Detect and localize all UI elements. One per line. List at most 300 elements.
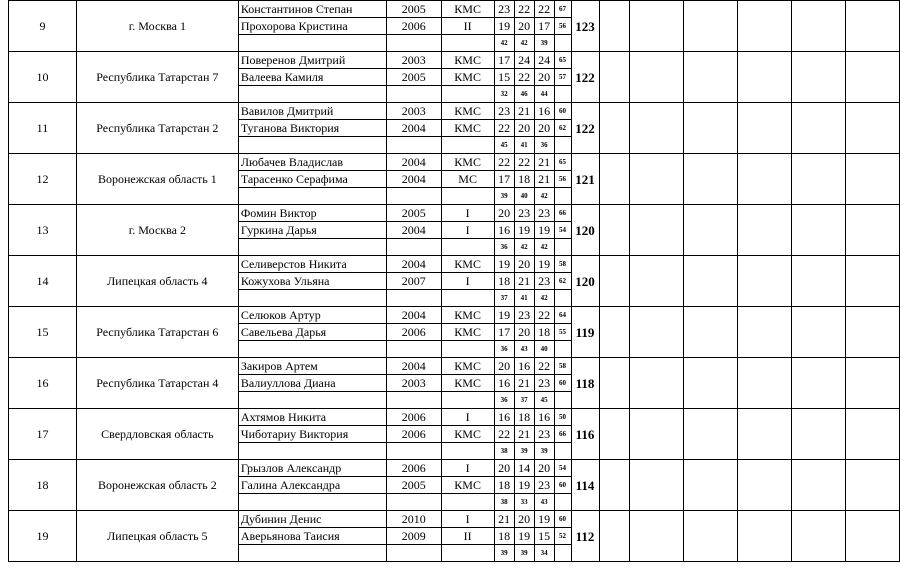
empty-cell: [386, 137, 441, 154]
place-cell: 14: [9, 256, 77, 307]
empty-cell: [238, 392, 386, 409]
athlete-sum: 60: [554, 477, 571, 494]
empty-cell: [386, 35, 441, 52]
empty-cell: [386, 86, 441, 103]
empty-column-cell: [684, 205, 738, 256]
sport-rank: КМС: [441, 324, 494, 341]
score-cell: 20: [534, 120, 554, 137]
place-cell: 9: [9, 1, 77, 52]
athlete-sum: 52: [554, 528, 571, 545]
empty-column-cell: [630, 511, 684, 562]
subtotal-cell: 42: [534, 239, 554, 256]
athlete-row: [9, 358, 900, 375]
score-cell: 19: [534, 256, 554, 273]
empty-cell: [554, 137, 571, 154]
birth-year: 2003: [386, 52, 441, 69]
empty-cell: [441, 290, 494, 307]
athlete-name: Селиверстов Никита: [238, 256, 386, 273]
results-table: [8, 0, 900, 562]
empty-column-cell: [599, 205, 630, 256]
empty-column-cell: [630, 307, 684, 358]
athlete-name: Чиботариу Виктория: [238, 426, 386, 443]
empty-cell: [386, 290, 441, 307]
sport-rank: КМС: [441, 477, 494, 494]
score-cell: 22: [534, 358, 554, 375]
athlete-name: Дубинин Денис: [238, 511, 386, 528]
empty-column-cell: [792, 103, 846, 154]
score-cell: 22: [514, 154, 534, 171]
score-cell: 20: [514, 256, 534, 273]
empty-column-cell: [792, 511, 846, 562]
score-cell: 21: [514, 273, 534, 290]
score-cell: 19: [494, 18, 514, 35]
empty-column-cell: [846, 52, 900, 103]
empty-cell: [441, 188, 494, 205]
empty-cell: [441, 443, 494, 460]
score-cell: 22: [534, 307, 554, 324]
birth-year: 2006: [386, 18, 441, 35]
athlete-name: Поверенов Дмитрий: [238, 52, 386, 69]
score-cell: 20: [534, 69, 554, 86]
place-cell: 18: [9, 460, 77, 511]
empty-column-cell: [792, 205, 846, 256]
score-cell: 21: [494, 511, 514, 528]
score-cell: 17: [494, 171, 514, 188]
score-cell: 21: [514, 426, 534, 443]
empty-column-cell: [846, 307, 900, 358]
birth-year: 2005: [386, 69, 441, 86]
score-cell: 24: [534, 52, 554, 69]
empty-cell: [386, 545, 441, 562]
empty-cell: [554, 86, 571, 103]
athlete-sum: 56: [554, 171, 571, 188]
score-cell: 18: [534, 324, 554, 341]
score-cell: 23: [514, 307, 534, 324]
sport-rank: КМС: [441, 426, 494, 443]
empty-column-cell: [846, 409, 900, 460]
empty-cell: [441, 341, 494, 358]
birth-year: 2005: [386, 1, 441, 18]
birth-year: 2003: [386, 375, 441, 392]
athlete-row: [9, 1, 900, 18]
empty-column-cell: [599, 307, 630, 358]
athlete-row: [9, 460, 900, 477]
athlete-name: Гуркина Дарья: [238, 222, 386, 239]
sport-rank: КМС: [441, 375, 494, 392]
athlete-name: Галина Александра: [238, 477, 386, 494]
score-cell: 20: [494, 460, 514, 477]
empty-column-cell: [792, 52, 846, 103]
birth-year: 2006: [386, 460, 441, 477]
sport-rank: КМС: [441, 307, 494, 324]
subtotal-cell: 42: [514, 239, 534, 256]
empty-column-cell: [630, 256, 684, 307]
empty-column-cell: [738, 256, 792, 307]
subtotal-cell: 39: [494, 188, 514, 205]
athlete-name: Фомин Виктор: [238, 205, 386, 222]
empty-cell: [554, 494, 571, 511]
athlete-sum: 65: [554, 154, 571, 171]
score-cell: 17: [534, 18, 554, 35]
sport-rank: I: [441, 222, 494, 239]
birth-year: 2010: [386, 511, 441, 528]
place-cell: 11: [9, 103, 77, 154]
sport-rank: I: [441, 205, 494, 222]
empty-column-cell: [684, 409, 738, 460]
subtotal-cell: 39: [534, 443, 554, 460]
empty-column-cell: [792, 1, 846, 52]
place-cell: 13: [9, 205, 77, 256]
empty-cell: [554, 443, 571, 460]
empty-cell: [238, 443, 386, 460]
birth-year: 2009: [386, 528, 441, 545]
empty-cell: [386, 494, 441, 511]
score-cell: 14: [514, 460, 534, 477]
score-cell: 20: [534, 460, 554, 477]
athlete-sum: 54: [554, 222, 571, 239]
score-cell: 22: [534, 1, 554, 18]
score-cell: 18: [514, 171, 534, 188]
score-cell: 15: [494, 69, 514, 86]
score-cell: 24: [514, 52, 534, 69]
sport-rank: КМС: [441, 1, 494, 18]
score-cell: 15: [534, 528, 554, 545]
birth-year: 2004: [386, 171, 441, 188]
empty-column-cell: [738, 52, 792, 103]
empty-column-cell: [738, 358, 792, 409]
birth-year: 2006: [386, 324, 441, 341]
score-cell: 18: [494, 273, 514, 290]
empty-column-cell: [599, 154, 630, 205]
subtotal-cell: 43: [534, 494, 554, 511]
subtotal-cell: 32: [494, 86, 514, 103]
empty-column-cell: [599, 1, 630, 52]
empty-column-cell: [792, 409, 846, 460]
score-cell: 17: [494, 324, 514, 341]
place-cell: 15: [9, 307, 77, 358]
place-cell: 19: [9, 511, 77, 562]
subtotal-cell: 40: [534, 341, 554, 358]
athlete-name: Тарасенко Серафима: [238, 171, 386, 188]
birth-year: 2004: [386, 256, 441, 273]
subtotal-cell: 42: [514, 35, 534, 52]
subtotal-cell: 36: [534, 137, 554, 154]
score-cell: 22: [494, 154, 514, 171]
athlete-sum: 57: [554, 69, 571, 86]
score-cell: 23: [514, 205, 534, 222]
place-cell: 10: [9, 52, 77, 103]
athlete-row: [9, 205, 900, 222]
subtotal-cell: 43: [514, 341, 534, 358]
empty-column-cell: [599, 103, 630, 154]
empty-cell: [238, 137, 386, 154]
empty-cell: [441, 86, 494, 103]
sport-rank: I: [441, 273, 494, 290]
subtotal-cell: 39: [494, 545, 514, 562]
empty-cell: [386, 188, 441, 205]
score-cell: 19: [534, 222, 554, 239]
empty-column-cell: [630, 154, 684, 205]
empty-column-cell: [630, 409, 684, 460]
empty-column-cell: [684, 256, 738, 307]
empty-column-cell: [684, 511, 738, 562]
empty-column-cell: [792, 256, 846, 307]
score-cell: 23: [534, 205, 554, 222]
athlete-name: Ахтямов Никита: [238, 409, 386, 426]
birth-year: 2004: [386, 120, 441, 137]
empty-cell: [554, 239, 571, 256]
birth-year: 2004: [386, 307, 441, 324]
subtotal-cell: 44: [534, 86, 554, 103]
athlete-sum: 58: [554, 358, 571, 375]
score-cell: 17: [494, 52, 514, 69]
score-cell: 20: [494, 205, 514, 222]
empty-column-cell: [846, 103, 900, 154]
empty-column-cell: [684, 307, 738, 358]
sport-rank: II: [441, 528, 494, 545]
empty-cell: [554, 290, 571, 307]
subtotal-cell: 41: [514, 290, 534, 307]
athlete-name: Константинов Степан: [238, 1, 386, 18]
score-cell: 21: [534, 154, 554, 171]
team-cell: г. Москва 1: [76, 1, 238, 52]
subtotal-cell: 40: [514, 188, 534, 205]
team-cell: Республика Татарстан 2: [76, 103, 238, 154]
empty-cell: [441, 545, 494, 562]
empty-cell: [386, 443, 441, 460]
athlete-sum: 60: [554, 103, 571, 120]
empty-cell: [554, 392, 571, 409]
empty-column-cell: [630, 1, 684, 52]
empty-column-cell: [599, 511, 630, 562]
subtotal-cell: 39: [514, 443, 534, 460]
athlete-row: [9, 511, 900, 528]
score-cell: 20: [514, 324, 534, 341]
empty-cell: [441, 494, 494, 511]
score-cell: 20: [494, 358, 514, 375]
sport-rank: КМС: [441, 120, 494, 137]
empty-column-cell: [738, 307, 792, 358]
sport-rank: I: [441, 409, 494, 426]
team-total: 122: [571, 103, 599, 154]
empty-column-cell: [630, 358, 684, 409]
score-cell: 18: [494, 477, 514, 494]
athlete-name: Валеева Камиля: [238, 69, 386, 86]
empty-cell: [554, 35, 571, 52]
sport-rank: МС: [441, 171, 494, 188]
subtotal-cell: 45: [494, 137, 514, 154]
subtotal-cell: 39: [534, 35, 554, 52]
birth-year: 2003: [386, 103, 441, 120]
subtotal-cell: 37: [514, 392, 534, 409]
athlete-name: Туганова Виктория: [238, 120, 386, 137]
sport-rank: I: [441, 460, 494, 477]
empty-column-cell: [846, 511, 900, 562]
empty-cell: [238, 239, 386, 256]
score-cell: 18: [514, 409, 534, 426]
score-cell: 19: [514, 477, 534, 494]
empty-column-cell: [846, 256, 900, 307]
score-cell: 23: [494, 1, 514, 18]
team-cell: г. Москва 2: [76, 205, 238, 256]
score-cell: 19: [494, 256, 514, 273]
score-cell: 23: [534, 477, 554, 494]
sport-rank: КМС: [441, 256, 494, 273]
score-cell: 19: [494, 307, 514, 324]
sport-rank: КМС: [441, 358, 494, 375]
subtotal-cell: 33: [514, 494, 534, 511]
athlete-name: Селюков Артур: [238, 307, 386, 324]
empty-cell: [441, 239, 494, 256]
score-cell: 16: [494, 375, 514, 392]
empty-column-cell: [630, 460, 684, 511]
empty-column-cell: [738, 103, 792, 154]
athlete-sum: 66: [554, 426, 571, 443]
score-cell: 20: [514, 511, 534, 528]
place-cell: 16: [9, 358, 77, 409]
empty-column-cell: [599, 256, 630, 307]
athlete-sum: 67: [554, 1, 571, 18]
empty-column-cell: [846, 1, 900, 52]
score-cell: 16: [494, 222, 514, 239]
team-total: 119: [571, 307, 599, 358]
athlete-name: Аверьянова Таисия: [238, 528, 386, 545]
athlete-sum: 62: [554, 120, 571, 137]
team-total: 122: [571, 52, 599, 103]
score-cell: 16: [494, 409, 514, 426]
score-cell: 22: [514, 1, 534, 18]
team-total: 112: [571, 511, 599, 562]
empty-cell: [238, 290, 386, 307]
empty-column-cell: [846, 460, 900, 511]
athlete-row: [9, 409, 900, 426]
place-cell: 17: [9, 409, 77, 460]
empty-column-cell: [684, 52, 738, 103]
sport-rank: КМС: [441, 103, 494, 120]
team-total: 118: [571, 358, 599, 409]
subtotal-cell: 41: [514, 137, 534, 154]
empty-cell: [386, 392, 441, 409]
empty-column-cell: [684, 460, 738, 511]
empty-cell: [441, 35, 494, 52]
birth-year: 2004: [386, 222, 441, 239]
empty-column-cell: [738, 409, 792, 460]
subtotal-cell: 38: [494, 443, 514, 460]
subtotal-cell: 42: [534, 290, 554, 307]
team-total: 121: [571, 154, 599, 205]
athlete-name: Савельева Дарья: [238, 324, 386, 341]
team-total: 114: [571, 460, 599, 511]
empty-column-cell: [684, 103, 738, 154]
empty-column-cell: [846, 205, 900, 256]
birth-year: 2004: [386, 154, 441, 171]
empty-cell: [554, 341, 571, 358]
score-cell: 21: [514, 375, 534, 392]
birth-year: 2006: [386, 409, 441, 426]
empty-column-cell: [792, 307, 846, 358]
athlete-sum: 60: [554, 375, 571, 392]
empty-column-cell: [599, 460, 630, 511]
athlete-name: Любачев Владислав: [238, 154, 386, 171]
athlete-name: Закиров Артем: [238, 358, 386, 375]
athlete-row: [9, 103, 900, 120]
birth-year: 2004: [386, 358, 441, 375]
subtotal-cell: 45: [534, 392, 554, 409]
team-cell: Липецкая область 5: [76, 511, 238, 562]
sport-rank: КМС: [441, 52, 494, 69]
athlete-sum: 56: [554, 18, 571, 35]
athlete-row: [9, 52, 900, 69]
score-cell: 22: [494, 426, 514, 443]
empty-column-cell: [846, 154, 900, 205]
athlete-sum: 55: [554, 324, 571, 341]
score-cell: 20: [514, 120, 534, 137]
empty-column-cell: [684, 154, 738, 205]
score-cell: 21: [514, 103, 534, 120]
empty-cell: [554, 188, 571, 205]
results-body: [9, 1, 900, 562]
score-cell: 21: [534, 171, 554, 188]
score-cell: 23: [534, 426, 554, 443]
athlete-sum: 62: [554, 273, 571, 290]
score-cell: 20: [514, 18, 534, 35]
empty-cell: [238, 545, 386, 562]
athlete-row: [9, 307, 900, 324]
birth-year: 2006: [386, 426, 441, 443]
team-cell: Воронежская область 1: [76, 154, 238, 205]
score-cell: 23: [534, 273, 554, 290]
empty-column-cell: [738, 1, 792, 52]
subtotal-cell: 46: [514, 86, 534, 103]
empty-column-cell: [738, 460, 792, 511]
empty-column-cell: [599, 358, 630, 409]
team-cell: Республика Татарстан 4: [76, 358, 238, 409]
empty-column-cell: [738, 205, 792, 256]
empty-column-cell: [792, 154, 846, 205]
empty-column-cell: [630, 103, 684, 154]
team-total: 123: [571, 1, 599, 52]
place-cell: 12: [9, 154, 77, 205]
team-total: 116: [571, 409, 599, 460]
empty-cell: [386, 239, 441, 256]
empty-cell: [238, 188, 386, 205]
team-cell: Свердловская область: [76, 409, 238, 460]
subtotal-cell: 36: [494, 341, 514, 358]
birth-year: 2005: [386, 477, 441, 494]
empty-column-cell: [792, 460, 846, 511]
subtotal-cell: 37: [494, 290, 514, 307]
athlete-row: [9, 256, 900, 273]
athlete-sum: 66: [554, 205, 571, 222]
empty-column-cell: [599, 52, 630, 103]
subtotal-cell: 39: [514, 545, 534, 562]
empty-cell: [238, 35, 386, 52]
subtotal-cell: 42: [534, 188, 554, 205]
empty-column-cell: [738, 154, 792, 205]
empty-cell: [238, 341, 386, 358]
team-cell: Республика Татарстан 6: [76, 307, 238, 358]
empty-column-cell: [738, 511, 792, 562]
score-cell: 23: [494, 103, 514, 120]
team-cell: Республика Татарстан 7: [76, 52, 238, 103]
score-cell: 16: [514, 358, 534, 375]
team-cell: Липецкая область 4: [76, 256, 238, 307]
team-total: 120: [571, 205, 599, 256]
empty-column-cell: [684, 358, 738, 409]
subtotal-cell: 38: [494, 494, 514, 511]
empty-column-cell: [684, 1, 738, 52]
subtotal-cell: 34: [534, 545, 554, 562]
